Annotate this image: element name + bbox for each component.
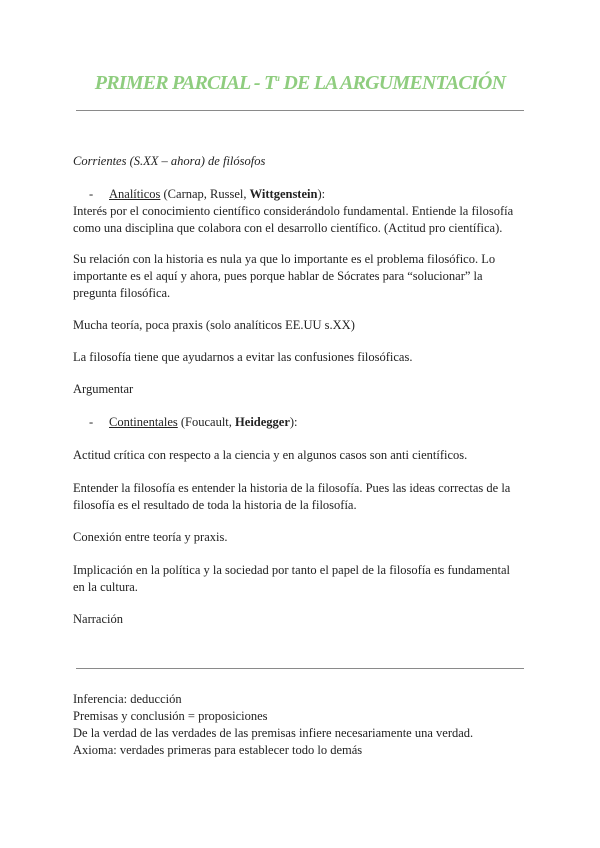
analiticos-name: Analíticos [109,187,161,201]
continentales-bold-author: Heidegger [235,415,290,429]
footer-note-3: De la verdad de las verdades de las premisas infiere necesariamente una verdad. [73,726,474,740]
analiticos-p2-line-3: pregunta filosófica. [73,286,171,300]
continentales-close: ): [289,415,298,429]
continentales-p4-line-1: Implicación en la política y la sociedad por tanto el papel de la filosofía es fundamental [73,563,510,577]
analiticos-p5: Argumentar [73,382,134,396]
continentales-p3: Conexión entre teoría y praxis. [73,530,228,544]
bullet-analiticos: - [89,187,94,201]
continentales-name: Continentales [109,415,178,429]
footer-note-4: Axioma: verdades primeras para establecer todo lo demás [73,743,363,757]
footer-note-2: Premisas y conclusión = proposiciones [73,709,268,723]
continentales-p2-line-1: Entender la filosofía es entender la historia de la filosofía. Pues las ideas correctas de la [73,481,511,495]
footer-note-1: Inferencia: deducción [73,692,182,706]
analiticos-line-1: Interés por el conocimiento científico considerándolo fundamental. Entiende la filosofía [73,204,514,218]
analiticos-close: ): [317,187,326,201]
analiticos-p3: Mucha teoría, poca praxis (solo analíticos EE.UU s.XX) [73,318,355,332]
continentales-authors: (Foucault, [177,415,236,429]
bullet-continentales: - [89,415,94,429]
title-rest: DE LA ARGUMENTACIÓN [279,72,506,94]
analiticos-authors: (Carnap, Russel, [160,187,250,201]
analiticos-p2-line-2: importante es el aquí y ahora, pues porque hablar de Sócrates para “solucionar” la [73,269,483,283]
continentales-p2-line-2: filosofía es el resultado de toda la historia de la filosofía. [73,498,357,512]
continentales-p1: Actitud crítica con respecto a la ciencia y en algunos casos son anti científicos. [73,448,468,462]
title-main: PRIMER PARCIAL - T [94,72,276,94]
continentales-p4-line-2: en la cultura. [73,580,138,594]
analiticos-line-2: como una disciplina que colabora con el desarrollo científico. (Actitud pro científica). [73,221,503,235]
section-divider [76,668,524,669]
analiticos-p2-line-1: Su relación con la historia es nula ya que lo importante es el problema filosófico. Lo [73,252,496,266]
analiticos-p4: La filosofía tiene que ayudarnos a evitar las confusiones filosóficas. [73,350,413,364]
title-superscript: a [275,73,280,83]
item-analiticos-heading [109,186,325,203]
section-heading: Corrientes (S.XX – ahora) de filósofos [73,154,266,168]
page-title [0,72,600,95]
analiticos-bold-author: Wittgenstein [249,187,318,201]
item-continentales-heading [109,414,298,431]
title-divider [76,110,524,111]
continentales-p5: Narración [73,612,123,626]
